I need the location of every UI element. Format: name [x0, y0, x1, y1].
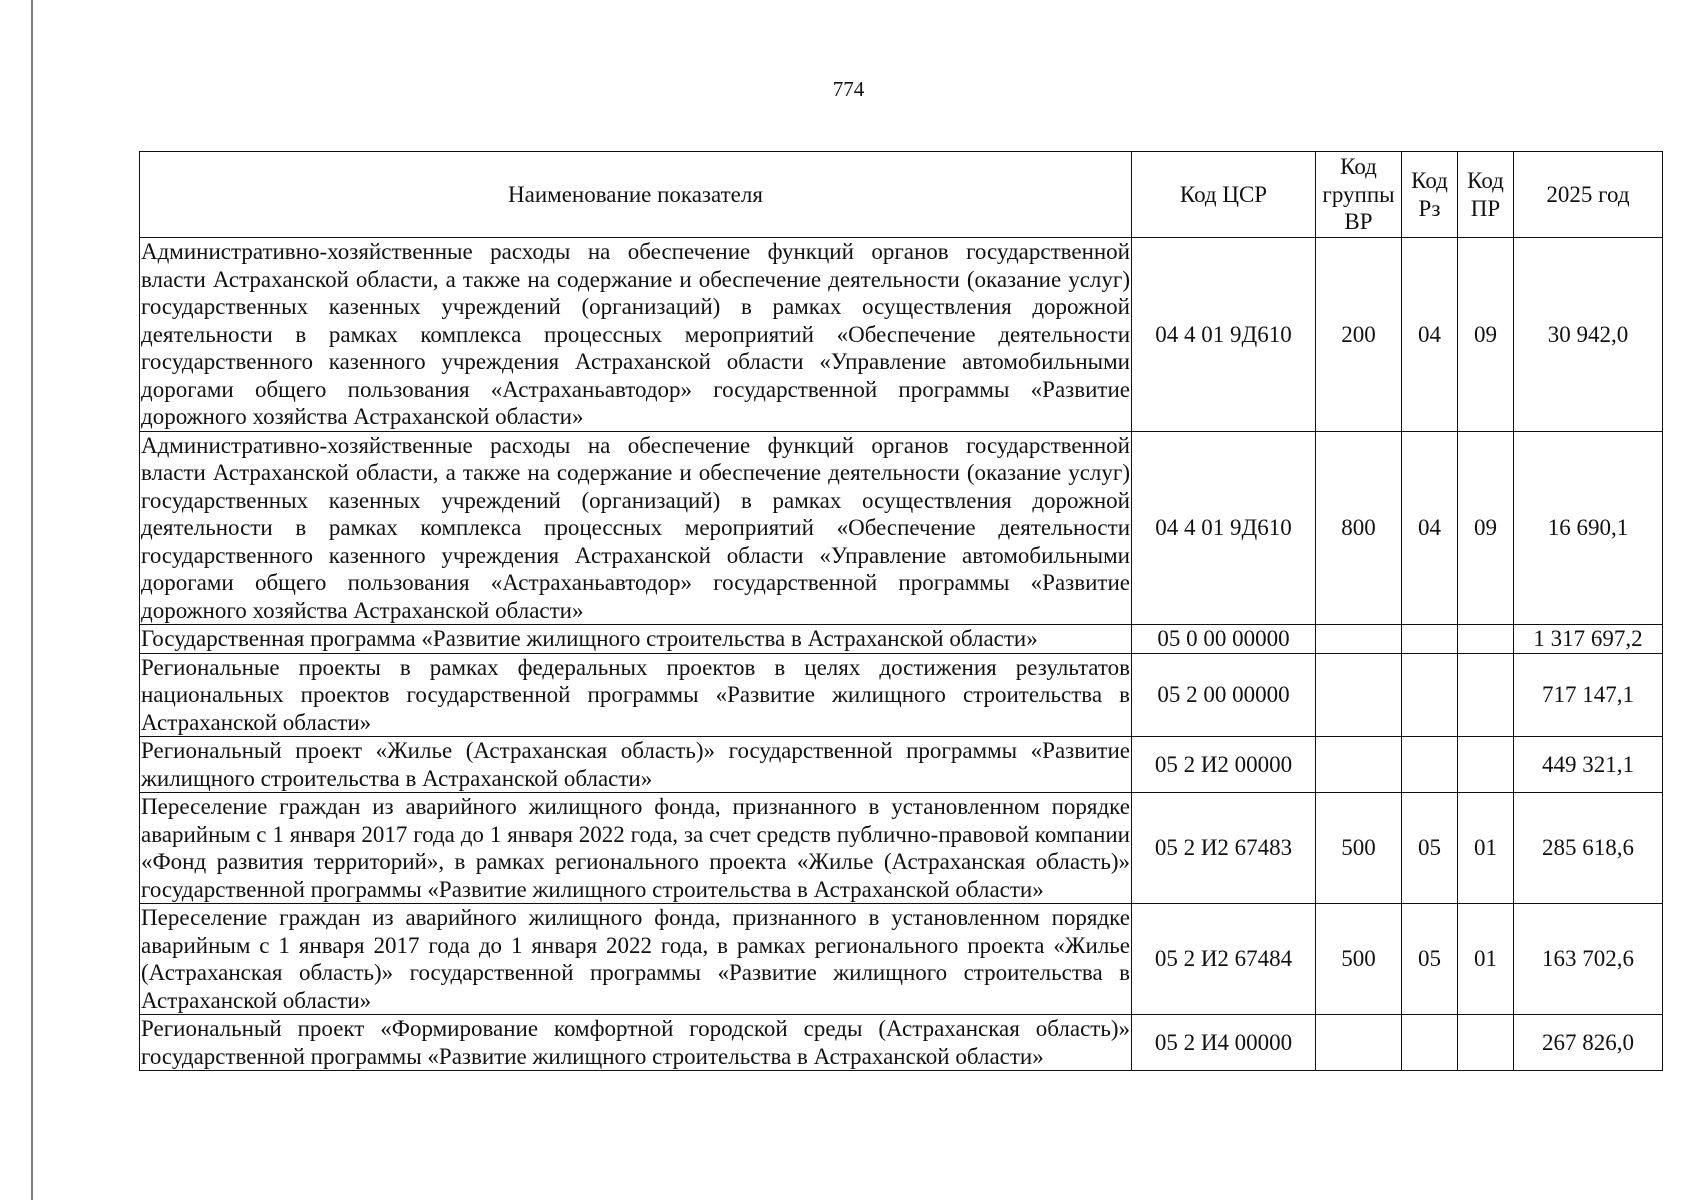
header-name: Наименование показателя	[140, 152, 1132, 238]
table-row	[140, 793, 1663, 904]
row-pr-code	[1458, 653, 1514, 737]
row-amount: 163 702,6	[1514, 904, 1663, 1015]
row-name: Переселение граждан из аварийного жилищного фонда, признанного в установленном порядке аварийным с 1 января 2017 года до 1 января 2022 года, в рамках регионального проекта «Жилье (Астраханская область)» государственной программы «Развитие жилищного строительства в Астраханской области»	[141, 905, 1130, 1013]
header-pr-code: Код ПР	[1458, 152, 1514, 238]
row-rz-code	[1402, 1015, 1458, 1071]
row-vr-code	[1316, 625, 1402, 654]
row-amount: 285 618,6	[1514, 793, 1663, 904]
header-rz-code: Код Рз	[1402, 152, 1458, 238]
row-amount: 449 321,1	[1514, 737, 1663, 793]
row-amount: 717 147,1	[1514, 653, 1663, 737]
row-csr-code: 05 2 00 00000	[1132, 653, 1316, 737]
table-row	[140, 904, 1663, 1015]
row-vr-code	[1316, 737, 1402, 793]
row-pr-code	[1458, 1015, 1514, 1071]
row-amount: 1 317 697,2	[1514, 625, 1663, 654]
row-csr-code: 05 2 И2 67483	[1132, 793, 1316, 904]
table-row	[140, 625, 1663, 654]
row-vr-code: 500	[1316, 904, 1402, 1015]
row-name: Государственная программа «Развитие жилищного строительства в Астраханской области»	[140, 625, 1132, 654]
row-pr-code: 09	[1458, 238, 1514, 432]
row-pr-code: 01	[1458, 793, 1514, 904]
header-csr-code: Код ЦСР	[1132, 152, 1316, 238]
row-csr-code: 05 2 И4 00000	[1132, 1015, 1316, 1071]
row-vr-code	[1316, 1015, 1402, 1071]
row-name: Региональный проект «Формирование комфортной городской среды (Астраханская область)» государственной программы «Развитие жилищного строительства в Астраханской области»	[141, 1016, 1130, 1069]
table-row	[140, 737, 1663, 793]
row-rz-code: 05	[1402, 904, 1458, 1015]
binding-margin-line	[31, 0, 33, 1200]
row-name: Административно-хозяйственные расходы на обеспечение функций органов государственной власти Астраханской области, а также на содержание и обеспечение деятельности (оказание услуг) государственных казенных учреждений (организаций) в рамках осуществления дорожной деятельности в рамках комплекса процессных мероприятий «Обеспечение деятельности государственного казенного учреждения Астраханской области «Управление автомобильными дорогами общего пользования «Астраханьавтодор» государственной программы «Развитие дорожного хозяйства Астраханской области»	[141, 239, 1130, 429]
row-vr-code: 200	[1316, 238, 1402, 432]
row-rz-code	[1402, 625, 1458, 654]
row-name: Переселение граждан из аварийного жилищного фонда, признанного в установленном порядке аварийным с 1 января 2017 года до 1 января 2022 года, за счет средств публично-правовой компании «Фонд развития территорий», в рамках регионального проекта «Жилье (Астраханская область)» государственной программы «Развитие жилищного строительства в Астраханской области»	[141, 794, 1130, 902]
table-row	[140, 431, 1663, 625]
row-pr-code	[1458, 625, 1514, 654]
row-pr-code	[1458, 737, 1514, 793]
row-name: Административно-хозяйственные расходы на обеспечение функций органов государственной власти Астраханской области, а также на содержание и обеспечение деятельности (оказание услуг) государственных казенных учреждений (организаций) в рамках осуществления дорожной деятельности в рамках комплекса процессных мероприятий «Обеспечение деятельности государственного казенного учреждения Астраханской области «Управление автомобильными дорогами общего пользования «Астраханьавтодор» государственной программы «Развитие дорожного хозяйства Астраханской области»	[141, 432, 1130, 623]
row-vr-code	[1316, 653, 1402, 737]
table-header-row	[140, 152, 1663, 238]
row-rz-code: 04	[1402, 431, 1458, 625]
row-csr-code: 05 0 00 00000	[1132, 625, 1316, 654]
row-pr-code: 09	[1458, 431, 1514, 625]
table-row	[140, 238, 1663, 432]
row-amount: 16 690,1	[1514, 431, 1663, 625]
row-csr-code: 05 2 И2 00000	[1132, 737, 1316, 793]
row-csr-code: 04 4 01 9Д610	[1132, 238, 1316, 432]
row-rz-code: 05	[1402, 793, 1458, 904]
header-year-2025: 2025 год	[1514, 152, 1663, 238]
row-amount: 267 826,0	[1514, 1015, 1663, 1071]
budget-table	[139, 151, 1663, 1071]
row-csr-code: 04 4 01 9Д610	[1132, 431, 1316, 625]
row-rz-code	[1402, 737, 1458, 793]
row-vr-code: 500	[1316, 793, 1402, 904]
row-vr-code: 800	[1316, 431, 1402, 625]
row-pr-code: 01	[1458, 904, 1514, 1015]
row-amount: 30 942,0	[1514, 238, 1663, 432]
table-row	[140, 653, 1663, 737]
row-name: Региональный проект «Жилье (Астраханская область)» государственной программы «Развитие жилищного строительства в Астраханской области»	[141, 738, 1130, 791]
table-row	[140, 1015, 1663, 1071]
row-name: Региональные проекты в рамках федеральных проектов в целях достижения результатов национальных проектов государственной программы «Развитие жилищного строительства в Астраханской области»	[141, 654, 1130, 735]
row-rz-code: 04	[1402, 238, 1458, 432]
page-number: 774	[832, 77, 865, 101]
row-rz-code	[1402, 653, 1458, 737]
row-csr-code: 05 2 И2 67484	[1132, 904, 1316, 1015]
header-vr-code: Код группы ВР	[1316, 152, 1402, 238]
